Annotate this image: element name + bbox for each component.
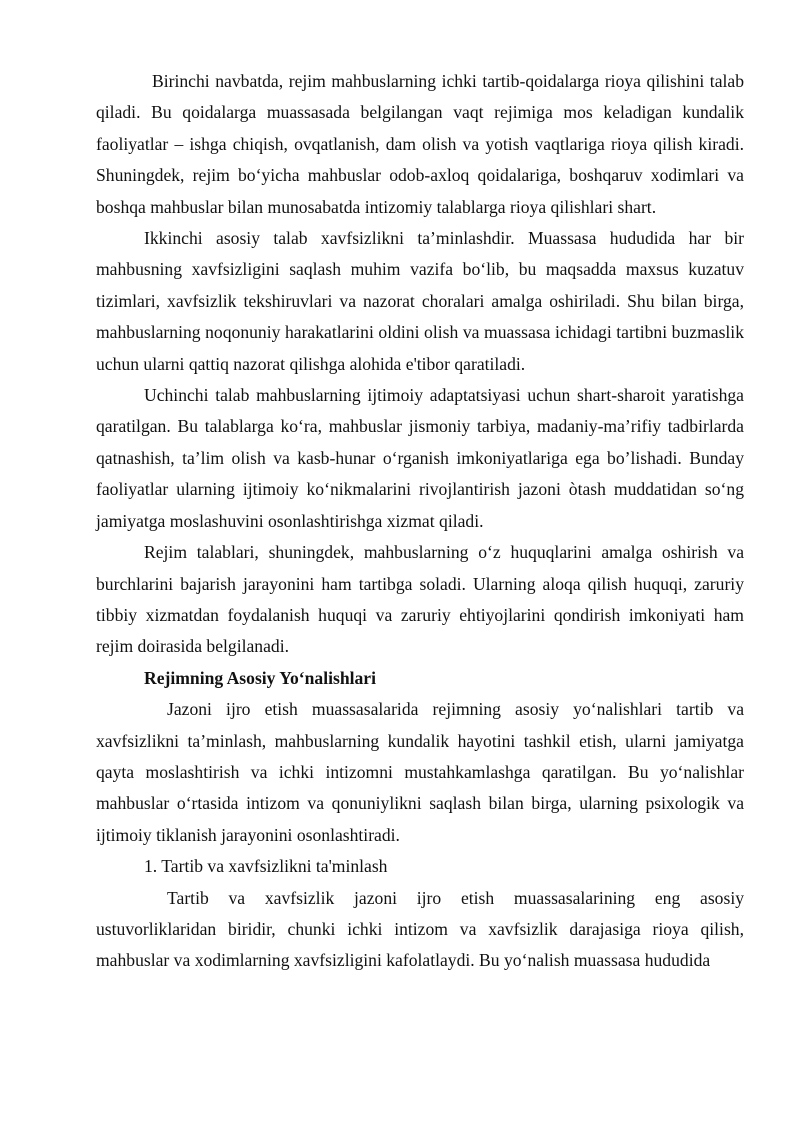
- numbered-subheading: 1. Tartib va xavfsizlikni ta'minlash: [144, 856, 388, 877]
- section-heading: Rejimning Asosiy Yo‘nalishlari: [144, 667, 377, 688]
- paragraph-first-requirement: Birinchi navbatda, rejim mahbuslarning ichki tartib-qoidalarga rioya qilishini talab qiladi. Bu qoidalarga muassasada belgilangan vaqt rejimiga mos keladigan kundalik faoliyatlar – ishga chiqish, ovqatlanish, dam olish va yotish vaqtlariga rioya qilish kiradi. Shuningdek, rejim bo‘yicha mahbuslar odob-axloq qoidalariga, boshqaruv xodimlari va boshqa mahbuslar bilan munosabatda intizomiy talablarga rioya qilishlari shart.: [96, 71, 744, 217]
- paragraph-order-security: Tartib va xavfsizlik jazoni ijro etish muassasalarining eng asosiy ustuvorliklaridan biridir, chunki ichki intizom va xavfsizlik darajasiga rioya qilish, mahbuslar va xodimlarning xavfsizligini kafolatlaydi. Bu yo‘nalish muassasa hududida: [96, 887, 744, 971]
- paragraph-regime-rights: Rejim talablari, shuningdek, mahbuslarning o‘z huquqlarini amalga oshirish va burchlarini bajarish jarayonini ham tartibga soladi. Ularning aloqa qilish huquqi, zaruriy tibbiy xizmatdan foydalanish huquqi va zaruriy ehtiyojlarini qondirish imkoniyati ham rejim doirasida belgilanadi.: [96, 542, 744, 657]
- paragraph-section-intro: Jazoni ijro etish muassasalarida rejimning asosiy yo‘nalishlari tartib va xavfsizlikni ta’minlash, mahbuslarning kundalik hayotini tashkil etish, ularni jamiyatga qayta moslashtirish va ichki intizomni mustahkamlashga qaratilgan. Bu yo‘nalishlar mahbuslar o‘rtasida intizom va qonuniylikni saqlash bilan birga, ularning psixologik va ijtimoiy tiklanish jarayonini osonlashtiradi.: [96, 699, 744, 845]
- paragraph-third-requirement: Uchinchi talab mahbuslarning ijtimoiy adaptatsiyasi uchun shart-sharoit yaratishga qaratilgan. Bu talablarga ko‘ra, mahbuslar jismoniy tarbiya, madaniy-ma’rifiy tadbirlarda qatnashish, ta’lim olish va kasb-hunar o‘rganish imkoniyatlariga ega bo’lishadi. Bunday faoliyatlar ularning ijtimoiy ko‘nikmalarini rivojlantirish jazoni òtash muddatidan so‘ng jamiyatga moslashuvini osonlashtirishga xizmat qiladi.: [96, 385, 744, 531]
- paragraph-second-requirement: Ikkinchi asosiy talab xavfsizlikni ta’minlashdir. Muassasa hududida har bir mahbusning xavfsizligini saqlash muhim vazifa bo‘lib, bu maqsadda maxsus kuzatuv tizimlari, xavfsizlik tekshiruvlari va nazorat choralari amalga oshiriladi. Shu bilan birga, mahbuslarning noqonuniy harakatlarini oldini olish va muassasa ichidagi tartibni buzmaslik uchun ularni qattiq nazorat qilishga alohida e'tibor qaratiladi.: [96, 228, 744, 374]
